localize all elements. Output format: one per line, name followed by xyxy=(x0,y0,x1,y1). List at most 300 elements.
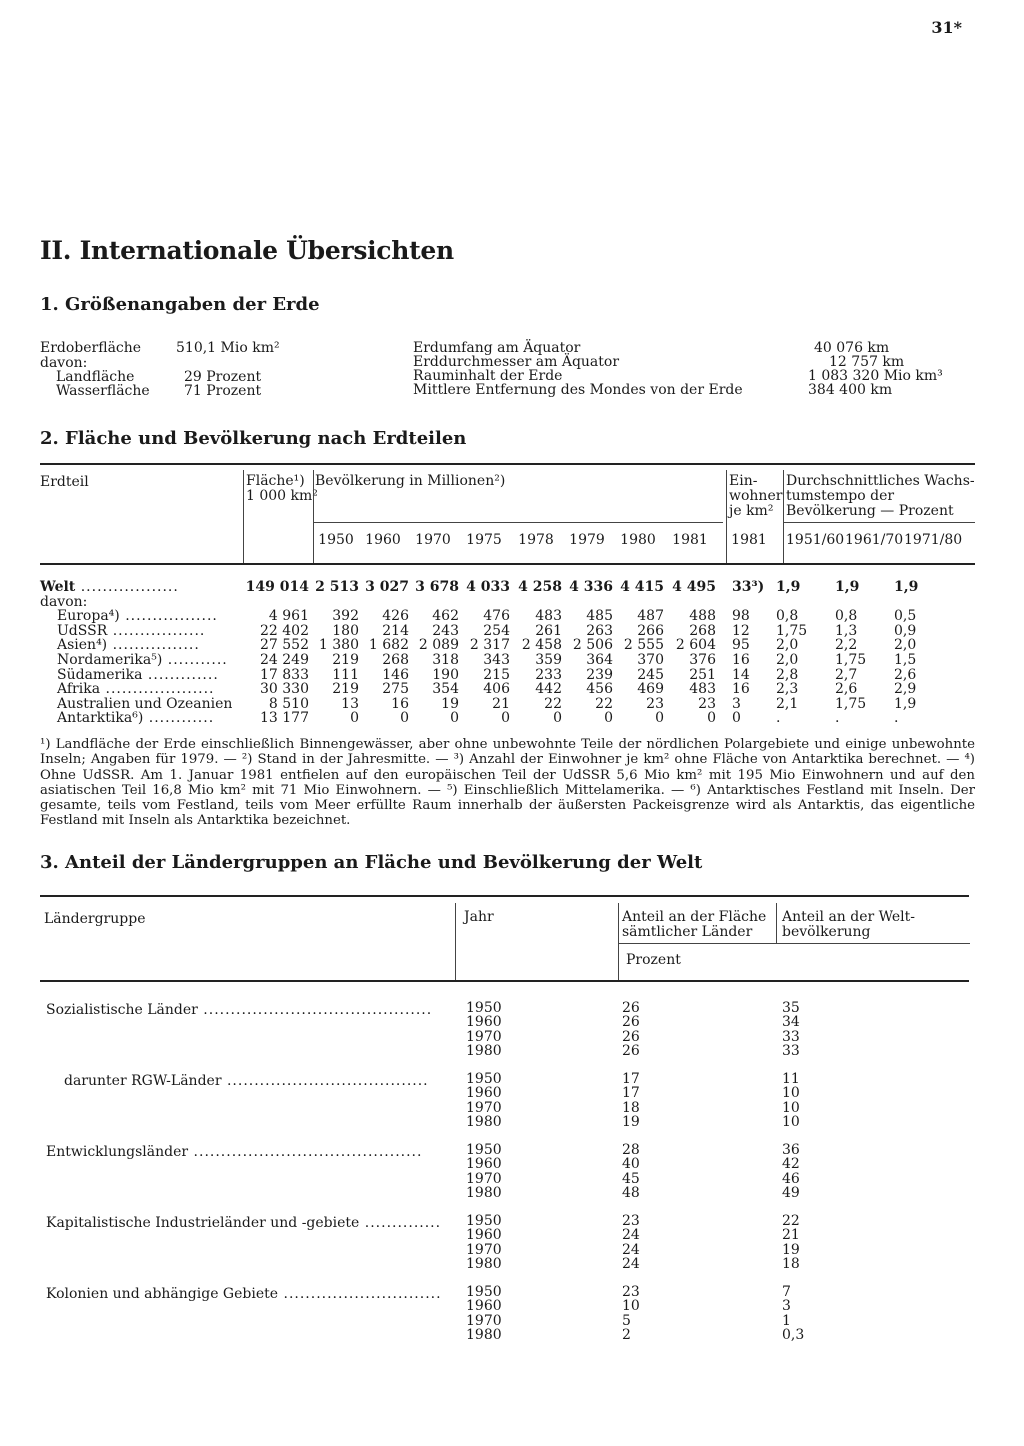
row-label: Welt xyxy=(40,579,76,595)
population-cell: 0 xyxy=(553,710,562,727)
pop-share-cell: 33 xyxy=(782,1042,800,1059)
col-header-density: Ein- xyxy=(729,473,758,489)
leader-dots: ............ xyxy=(143,710,215,727)
population-cell xyxy=(459,595,510,610)
col-header-density: wohner xyxy=(729,488,783,504)
population-cell: 0 xyxy=(501,710,510,727)
year-cell: 1950 xyxy=(466,1284,502,1300)
population-cell xyxy=(510,595,562,610)
leader-dots: ................. xyxy=(119,608,218,625)
pop-share-cell: 35 xyxy=(782,1000,800,1016)
pop-share-cell: 49 xyxy=(782,1184,800,1201)
area-cell: 30 330 xyxy=(260,681,309,698)
population-cell: 469 xyxy=(637,681,664,698)
population-cell: 251 xyxy=(689,666,716,683)
growth-cell: 1,75 xyxy=(835,695,867,712)
year-header: 1981 xyxy=(672,532,708,548)
row-label: UdSSR xyxy=(57,622,108,639)
population-cell: 268 xyxy=(382,651,409,668)
population-cell: 487 xyxy=(637,608,664,625)
area-cell: 22 402 xyxy=(260,622,309,639)
population-cell: 456 xyxy=(586,681,613,698)
year-header: 1975 xyxy=(466,532,502,548)
group-name: Sozialistische Länder xyxy=(46,1002,198,1018)
leader-dots: .......................................... xyxy=(197,1002,433,1018)
year-cell: 1950 xyxy=(466,1000,502,1016)
col-header-growth: tumstempo der xyxy=(786,488,895,504)
area-share-cell: 26 xyxy=(622,1000,640,1016)
period-header: 1961/70 xyxy=(845,532,904,548)
population-cell: 0 xyxy=(350,710,359,727)
population-cell: 254 xyxy=(483,622,510,639)
population-cell: 2 506 xyxy=(572,637,613,654)
area-share-cell: 17 xyxy=(622,1085,640,1102)
population-cell: 214 xyxy=(382,622,409,639)
table-row xyxy=(40,682,953,697)
period-header: 1951/60 xyxy=(786,532,845,548)
population-cell: 4 415 xyxy=(620,579,664,595)
density-cell: 12 xyxy=(732,622,750,639)
growth-cell: 1,9 xyxy=(776,579,801,595)
density-cell: 16 xyxy=(732,681,750,698)
year-header: 1970 xyxy=(415,532,451,548)
population-cell: 219 xyxy=(332,651,359,668)
table-rule-top xyxy=(40,895,969,897)
year-cell: 1960 xyxy=(466,1298,502,1315)
pop-share-cell: 10 xyxy=(782,1085,800,1102)
population-cell: 13 xyxy=(341,695,359,712)
year-cell: 1960 xyxy=(466,1227,502,1244)
row-label-cell xyxy=(40,711,245,726)
pop-share-cell: 22 xyxy=(782,1213,800,1229)
population-cell: 4 495 xyxy=(672,579,716,595)
col-header-growth: Durchschnittliches Wachs- xyxy=(786,473,975,489)
fact-value: 384 400 km xyxy=(808,382,893,398)
population-cell: 343 xyxy=(483,651,510,668)
fact-value: 29 Prozent xyxy=(184,369,262,385)
year-cell: 1970 xyxy=(466,1170,502,1187)
population-cell xyxy=(613,595,664,610)
table-rule-top xyxy=(40,463,975,465)
population-cell: 370 xyxy=(637,651,664,668)
pop-share-cell: 0,3 xyxy=(782,1326,805,1343)
area-cell xyxy=(245,595,309,610)
growth-cell: . xyxy=(894,710,899,727)
row-label-cell xyxy=(40,624,245,639)
pop-share-cell: 18 xyxy=(782,1255,800,1272)
growth-cell: 1,3 xyxy=(835,622,858,639)
year-header: 1978 xyxy=(518,532,554,548)
growth-cell: 2,1 xyxy=(776,695,799,712)
col-header-year: Jahr xyxy=(464,909,494,925)
col-header-area-unit: 1 000 km² xyxy=(246,488,318,504)
group-label xyxy=(64,1074,429,1088)
area-cell: 17 833 xyxy=(260,666,309,683)
fact-label: Rauminhalt der Erde xyxy=(413,368,563,384)
pop-share-cell: 3 xyxy=(782,1298,791,1315)
row-label: Asien⁴) xyxy=(57,637,108,654)
col-header-growth: Bevölkerung — Prozent xyxy=(786,503,954,519)
population-cell: 483 xyxy=(535,608,562,625)
growth-cell: 1,5 xyxy=(894,651,917,668)
population-cell: 22 xyxy=(595,695,613,712)
leader-dots: ................ xyxy=(107,637,200,654)
area-share-cell: 19 xyxy=(622,1113,640,1130)
population-cell: 2 604 xyxy=(675,637,716,654)
growth-cell: . xyxy=(835,710,840,727)
group-name: Kapitalistische Industrieländer und -gebiete xyxy=(46,1215,360,1231)
population-cell: 4 258 xyxy=(518,579,562,595)
row-label: Nordamerika⁵) xyxy=(57,651,163,668)
year-cell: 1980 xyxy=(466,1326,502,1343)
growth-cell: 2,6 xyxy=(894,666,917,683)
row-label-cell xyxy=(40,595,245,610)
group-label xyxy=(46,1003,432,1017)
population-cell: 0 xyxy=(604,710,613,727)
group-name: Entwicklungsländer xyxy=(46,1144,189,1160)
growth-cell: 1,75 xyxy=(776,622,808,639)
year-header: 1980 xyxy=(620,532,656,548)
year-cell: 1960 xyxy=(466,1014,502,1031)
header-rule xyxy=(783,522,975,523)
area-share-cell: 45 xyxy=(622,1170,640,1187)
area-share-cell: 5 xyxy=(622,1312,631,1329)
leader-dots: .......................................... xyxy=(188,1144,423,1160)
population-cell xyxy=(664,595,716,610)
year-cell: 1980 xyxy=(466,1255,502,1272)
population-cell: 268 xyxy=(689,622,716,639)
population-cell: 0 xyxy=(707,710,716,727)
col-header-pop-share: Anteil an der Welt- xyxy=(782,909,916,925)
column-divider xyxy=(455,903,456,980)
fact-label: Erddurchmesser am Äquator xyxy=(413,354,620,370)
year-cell: 1970 xyxy=(466,1241,502,1258)
population-cell: 2 089 xyxy=(418,637,459,654)
row-label: Australien und Ozeanien xyxy=(57,695,233,712)
header-rule xyxy=(313,522,723,523)
population-cell: 0 xyxy=(400,710,409,727)
population-cell: 3 027 xyxy=(365,579,409,595)
table-row xyxy=(40,668,953,683)
population-cell: 406 xyxy=(483,681,510,698)
population-cell: 0 xyxy=(655,710,664,727)
area-share-cell: 48 xyxy=(622,1184,640,1201)
pop-share-cell: 7 xyxy=(782,1284,791,1300)
fact-label: Landfläche xyxy=(56,369,135,385)
population-cell: 261 xyxy=(535,622,562,639)
population-cell: 111 xyxy=(332,666,359,683)
header-rule xyxy=(618,943,970,944)
growth-cell: 2,0 xyxy=(894,637,917,654)
population-cell: 4 336 xyxy=(569,579,613,595)
page-number: 31* xyxy=(931,18,962,37)
pop-share-cell: 10 xyxy=(782,1113,800,1130)
col-header-area-share: sämtlicher Länder xyxy=(622,924,753,940)
col-header-group: Ländergruppe xyxy=(44,911,146,927)
population-cell: 1 380 xyxy=(318,637,359,654)
population-cell: 243 xyxy=(432,622,459,639)
population-cell: 0 xyxy=(450,710,459,727)
pop-share-cell: 46 xyxy=(782,1170,800,1187)
table-row xyxy=(40,697,953,712)
area-share-cell: 10 xyxy=(622,1298,640,1315)
area-share-cell: 40 xyxy=(622,1156,640,1173)
density-cell: 95 xyxy=(732,637,750,654)
leader-dots: .............. xyxy=(359,1215,442,1231)
growth-cell: 2,3 xyxy=(776,681,799,698)
population-cell: 16 xyxy=(391,695,409,712)
growth-cell: 2,6 xyxy=(835,681,858,698)
growth-cell xyxy=(772,595,835,610)
area-share-cell: 26 xyxy=(622,1042,640,1059)
population-cell: 180 xyxy=(332,622,359,639)
area-share-cell: 18 xyxy=(622,1099,640,1116)
col-header-population: Bevölkerung in Millionen²) xyxy=(315,473,506,489)
year-header: 1981 xyxy=(731,532,767,548)
population-cell: 233 xyxy=(535,666,562,683)
table-row xyxy=(40,653,953,668)
area-share-cell: 26 xyxy=(622,1014,640,1031)
fact-value: 40 076 km xyxy=(814,340,890,356)
group-label xyxy=(46,1287,442,1301)
area-share-cell: 28 xyxy=(622,1142,640,1158)
table-2-footnotes: ¹) Landfläche der Erde einschließlich Binnengewässer, aber ohne unbewohnte Teile der nördlichen Polargebiete und einige unbewohnte Inseln; Angaben für 1979. — ²) Stand in der Jahresmitte. — ³) Anzahl der Einwohner je km² ohne Fläche von Antarktika berechnet. — ⁴) Ohne UdSSR. Am 1. Januar 1981 entfielen auf den europäischen Teil der UdSSR 5,6 Mio km² mit 195 Mio Einwohnern und auf den asiatischen Teil 16,8 Mio km² mit 71 Mio Einwohnern. — ⁵) Einschließlich Mittelamerika. — ⁶) Antarktisches Festland mit Inseln. Der gesamte, teils vom Festland, teils vom Meer erfüllte Raum innerhalb der äußersten Packeisgrenze wird als Antarktis, das eigentliche Festland mit Inseln als Antarktika bezeichnet. xyxy=(40,737,975,829)
year-cell: 1980 xyxy=(466,1184,502,1201)
fact-value: 71 Prozent xyxy=(184,383,262,399)
pop-share-cell: 36 xyxy=(782,1142,800,1158)
population-cell: 190 xyxy=(432,666,459,683)
population-cell: 146 xyxy=(382,666,409,683)
population-cell xyxy=(359,595,409,610)
population-cell: 426 xyxy=(382,608,409,625)
area-share-cell: 2 xyxy=(622,1326,631,1343)
leader-dots: ..................................... xyxy=(221,1073,429,1089)
table-row xyxy=(40,711,953,726)
population-cell: 4 033 xyxy=(466,579,510,595)
row-label-cell xyxy=(40,580,245,595)
population-cell xyxy=(562,595,613,610)
growth-cell: 1,9 xyxy=(894,579,919,595)
density-cell: 14 xyxy=(732,666,750,683)
group-label xyxy=(46,1145,422,1159)
population-cell: 318 xyxy=(432,651,459,668)
area-share-cell: 24 xyxy=(622,1241,640,1258)
group-name: darunter RGW-Länder xyxy=(64,1073,222,1089)
row-label-cell xyxy=(40,638,245,653)
fact-value: 510,1 Mio km² xyxy=(176,340,280,356)
leader-dots: ............................. xyxy=(278,1286,442,1302)
row-label: Europa⁴) xyxy=(57,608,120,625)
year-cell: 1970 xyxy=(466,1028,502,1045)
population-cell: 1 682 xyxy=(368,637,409,654)
col-header-area: Fläche¹) xyxy=(246,473,305,489)
growth-cell: 2,7 xyxy=(835,666,858,683)
pop-share-cell: 11 xyxy=(782,1071,800,1087)
growth-cell: 2,0 xyxy=(776,651,799,668)
population-cell: 376 xyxy=(689,651,716,668)
population-cell: 22 xyxy=(544,695,562,712)
col-header-erdteil: Erdteil xyxy=(40,474,89,490)
row-label-cell xyxy=(40,682,245,697)
row-label-cell xyxy=(40,609,245,624)
area-cell: 4 961 xyxy=(268,608,309,625)
population-cell: 2 458 xyxy=(521,637,562,654)
table-row xyxy=(40,595,953,610)
growth-cell: 2,0 xyxy=(776,637,799,654)
year-cell: 1950 xyxy=(466,1071,502,1087)
fact-label: Erdoberfläche xyxy=(40,340,142,356)
leader-dots: ........... xyxy=(162,651,228,668)
fact-label: Mittlere Entfernung des Mondes von der Erde xyxy=(413,382,743,398)
table-row xyxy=(40,638,953,653)
growth-cell: 1,9 xyxy=(894,695,917,712)
fact-label: Wasserfläche xyxy=(56,383,150,399)
area-cell: 27 552 xyxy=(260,637,309,654)
population-cell: 2 317 xyxy=(469,637,510,654)
unit-label: Prozent xyxy=(626,952,681,968)
column-divider xyxy=(313,470,314,564)
fact-label: davon: xyxy=(40,355,88,371)
area-cell: 24 249 xyxy=(260,651,309,668)
year-header: 1979 xyxy=(569,532,605,548)
leader-dots: ............. xyxy=(142,666,219,683)
pop-share-cell: 34 xyxy=(782,1014,800,1031)
group-name: Kolonien und abhängige Gebiete xyxy=(46,1286,279,1302)
pop-share-cell: 33 xyxy=(782,1028,800,1045)
population-cell: 19 xyxy=(441,695,459,712)
pop-share-cell: 10 xyxy=(782,1099,800,1116)
density-cell: 3 xyxy=(732,695,741,712)
area-share-cell: 23 xyxy=(622,1284,640,1300)
population-cell: 2 555 xyxy=(623,637,664,654)
density-cell: 16 xyxy=(732,651,750,668)
section-2-title: 2. Fläche und Bevölkerung nach Erdteilen xyxy=(40,428,467,449)
population-cell: 21 xyxy=(492,695,510,712)
year-cell: 1980 xyxy=(466,1113,502,1130)
col-header-area-share: Anteil an der Fläche xyxy=(622,909,767,925)
column-divider xyxy=(783,470,784,564)
population-cell xyxy=(409,595,459,610)
population-cell: 354 xyxy=(432,681,459,698)
leader-dots: ................. xyxy=(107,622,206,639)
population-cell: 2 513 xyxy=(315,579,359,595)
pop-share-cell: 19 xyxy=(782,1241,800,1258)
population-cell: 483 xyxy=(689,681,716,698)
growth-cell xyxy=(835,595,894,610)
year-cell: 1970 xyxy=(466,1099,502,1116)
column-divider xyxy=(776,903,777,943)
row-label-cell xyxy=(40,653,245,668)
population-cell: 359 xyxy=(535,651,562,668)
density-cell xyxy=(716,595,772,610)
year-cell: 1980 xyxy=(466,1042,502,1059)
area-share-cell: 24 xyxy=(622,1227,640,1244)
population-cell: 364 xyxy=(586,651,613,668)
column-divider xyxy=(618,903,619,980)
fact-value: 1 083 320 Mio km³ xyxy=(808,368,943,384)
population-cell: 263 xyxy=(586,622,613,639)
leader-dots: .................. xyxy=(75,579,179,595)
year-cell: 1960 xyxy=(466,1156,502,1173)
population-cell: 442 xyxy=(535,681,562,698)
period-header: 1971/80 xyxy=(904,532,963,548)
population-cell: 488 xyxy=(689,608,716,625)
population-cell: 23 xyxy=(646,695,664,712)
population-cell: 23 xyxy=(698,695,716,712)
year-cell: 1960 xyxy=(466,1085,502,1102)
area-cell: 13 177 xyxy=(260,710,309,727)
year-cell: 1950 xyxy=(466,1213,502,1229)
growth-cell: 0,8 xyxy=(835,608,858,625)
section-3-title: 3. Anteil der Ländergruppen an Fläche und Bevölkerung der Welt xyxy=(40,852,703,873)
row-label: davon: xyxy=(40,593,88,610)
header-rule-bottom xyxy=(40,563,975,565)
population-cell: 462 xyxy=(432,608,459,625)
population-cell: 245 xyxy=(637,666,664,683)
row-label: Antarktika⁶) xyxy=(57,710,144,727)
fact-label: Erdumfang am Äquator xyxy=(413,340,581,356)
year-cell: 1950 xyxy=(466,1142,502,1158)
row-label-cell xyxy=(40,668,245,683)
pop-share-cell: 21 xyxy=(782,1227,800,1244)
growth-cell: 2,9 xyxy=(894,681,917,698)
growth-cell: 0,5 xyxy=(894,608,917,625)
area-share-cell: 24 xyxy=(622,1255,640,1272)
population-cell: 476 xyxy=(483,608,510,625)
population-cell: 485 xyxy=(586,608,613,625)
year-header: 1950 xyxy=(318,532,354,548)
growth-cell: . xyxy=(776,710,781,727)
population-table xyxy=(40,580,953,726)
column-divider xyxy=(726,470,727,564)
group-label xyxy=(46,1216,441,1230)
population-cell: 275 xyxy=(382,681,409,698)
row-label: Südamerika xyxy=(57,666,143,683)
pop-share-cell: 42 xyxy=(782,1156,800,1173)
table-row xyxy=(40,609,953,624)
area-cell: 149 014 xyxy=(245,579,309,595)
pop-share-cell: 1 xyxy=(782,1312,791,1329)
leader-dots: .................... xyxy=(100,681,215,698)
area-share-cell: 23 xyxy=(622,1213,640,1229)
population-cell: 392 xyxy=(332,608,359,625)
population-cell: 215 xyxy=(483,666,510,683)
col-header-pop-share: bevölkerung xyxy=(782,924,871,940)
fact-value: 12 757 km xyxy=(829,354,905,370)
column-divider xyxy=(243,470,244,564)
density-cell: 98 xyxy=(732,608,750,625)
row-label: Afrika xyxy=(57,681,101,698)
year-cell: 1970 xyxy=(466,1312,502,1329)
growth-cell: 1,9 xyxy=(835,579,860,595)
growth-cell: 0,9 xyxy=(894,622,917,639)
area-share-cell: 26 xyxy=(622,1028,640,1045)
population-cell: 266 xyxy=(637,622,664,639)
table-row xyxy=(40,624,953,639)
growth-cell: 2,2 xyxy=(835,637,858,654)
section-1-title: 1. Größenangaben der Erde xyxy=(40,294,320,315)
population-cell: 3 678 xyxy=(415,579,459,595)
density-cell: 0 xyxy=(732,710,741,727)
row-label-cell xyxy=(40,697,245,712)
table-row xyxy=(40,580,953,595)
population-cell xyxy=(309,595,359,610)
density-cell: 33³) xyxy=(732,579,765,595)
col-header-density: je km² xyxy=(729,503,774,519)
growth-cell: 0,8 xyxy=(776,608,799,625)
population-cell: 239 xyxy=(586,666,613,683)
area-cell: 8 510 xyxy=(268,695,309,712)
